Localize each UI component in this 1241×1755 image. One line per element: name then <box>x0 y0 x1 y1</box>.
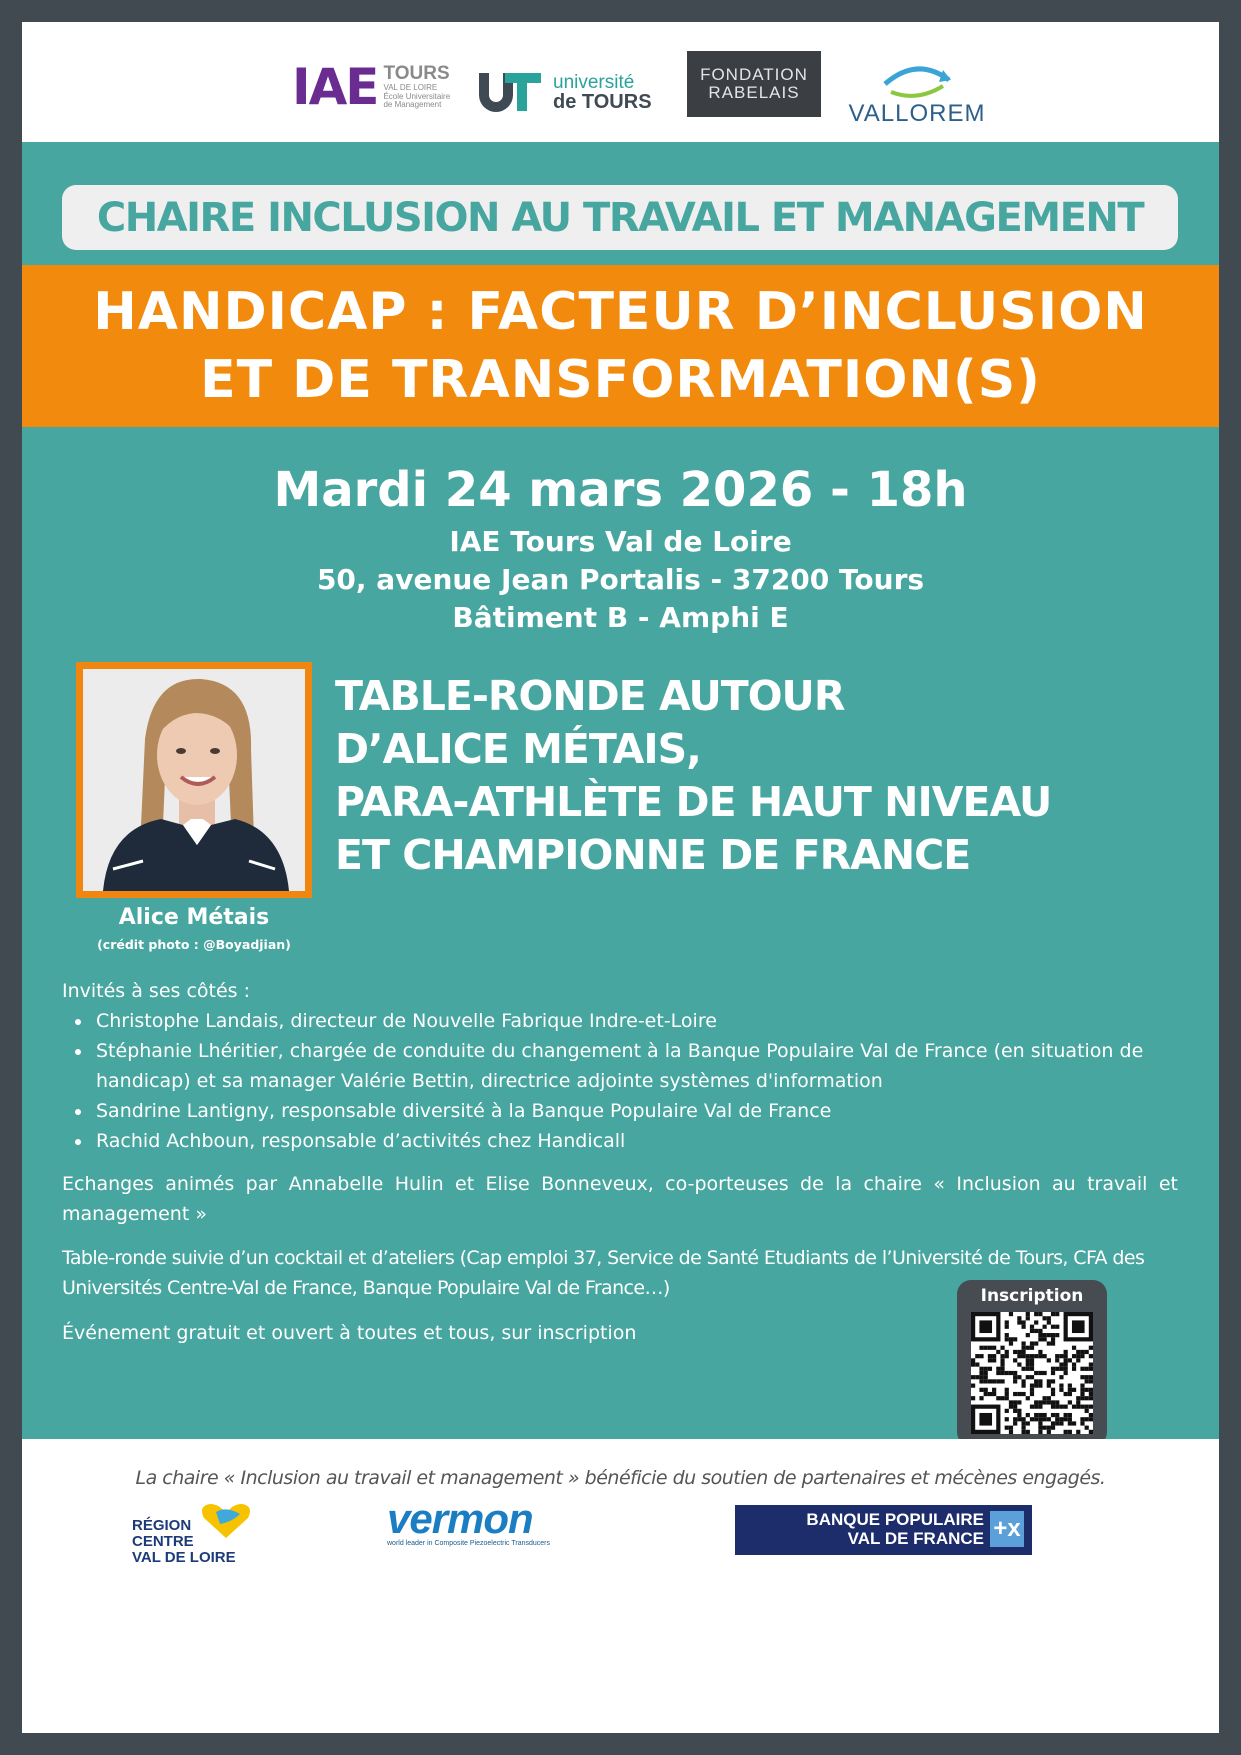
headline-line-1: HANDICAP : FACTEUR D’INCLUSION <box>93 282 1148 342</box>
table-ronde-line-1: TABLE-RONDE AUTOUR <box>335 672 845 720</box>
table-ronde-line-3: PARA-ATHLÈTE DE HAUT NIVEAU <box>335 778 1052 826</box>
vermon-logo <box>387 1495 587 1556</box>
region-logo-line1: RÉGION <box>132 1517 192 1534</box>
vermon-logo-name: vermon <box>387 1495 533 1542</box>
iae-logo-sub1: VAL DE LOIRE <box>383 83 438 93</box>
ut-logo-line2: de TOURS <box>553 90 652 113</box>
event-room: Bâtiment B - Amphi E <box>452 601 789 634</box>
fondation-logo-line1: FONDATION <box>700 65 808 85</box>
vallorem-arrows-icon <box>877 62 957 102</box>
iae-logo-name: TOURS <box>383 63 450 85</box>
table-ronde-line-4: ET CHAMPIONNE DE FRANCE <box>335 831 971 879</box>
qr-code-graphic <box>971 1312 1093 1434</box>
speaker-name: Alice Métais <box>118 905 270 930</box>
event-venue: IAE Tours Val de Loire <box>449 525 792 558</box>
event-address: 50, avenue Jean Portalis - 37200 Tours <box>316 563 925 596</box>
support-statement: La chaire « Inclusion au travail et management » bénéficie du soutien de partenaires et mécènes engagés. <box>135 1467 1106 1489</box>
photo-credit: (crédit photo : @Boyadjian) <box>97 937 291 952</box>
event-date: Mardi 24 mars 2026 - 18h <box>273 462 968 518</box>
chair-title: CHAIRE INCLUSION AU TRAVAIL ET MANAGEMENT <box>96 194 1144 241</box>
universite-tours-logo <box>475 62 652 122</box>
vermon-tagline: world leader in Composite Piezoelectric Transducers <box>387 1540 551 1547</box>
list-item: Rachid Achboun, responsable d’activités chez Handicall <box>96 1126 1178 1156</box>
speaker-photo-frame <box>76 662 312 898</box>
speaker-photo <box>83 669 305 891</box>
echanges-paragraph: Echanges animés par Annabelle Hulin et Elise Bonneveux, co-porteuses de la chaire « Inclusion au travail et management » <box>62 1173 1178 1225</box>
fondation-logo-line2: RABELAIS <box>708 83 800 102</box>
region-centre-logo <box>132 1502 272 1567</box>
region-logo-line2: CENTRE <box>132 1533 194 1550</box>
cocktail-paragraph: Table-ronde suivie d’un cocktail et d’ateliers (Cap emploi 37, Service de Santé Etudiants de l’Université de Tours, CFA des Universités Centre-Val de France, Banque Populaire Val de France…) <box>62 1247 1145 1299</box>
vallorem-logo-name: VALLOREM <box>848 100 986 127</box>
qr-code-icon[interactable] <box>971 1312 1093 1434</box>
region-logo-line3: VAL DE LOIRE <box>132 1549 236 1566</box>
banque-logo-line2: VAL DE FRANCE <box>847 1529 984 1548</box>
chair-title-banner <box>62 185 1178 250</box>
iae-logo-sub2: École Universitaire <box>383 91 451 101</box>
guests-section <box>62 976 1178 1156</box>
banque-plus-icon: +x <box>990 1511 1024 1547</box>
free-event-paragraph: Événement gratuit et ouvert à toutes et tous, sur inscription <box>62 1322 637 1344</box>
flyer-page <box>22 22 1219 1733</box>
iae-logo-sub3: de Management <box>383 100 442 110</box>
banque-populaire-logo <box>735 1505 1032 1555</box>
banque-logo-line1: BANQUE POPULAIRE <box>806 1510 984 1529</box>
list-item: Sandrine Lantigny, responsable diversité à la Banque Populaire Val de France <box>96 1096 1178 1126</box>
inscription-qr-box[interactable] <box>957 1280 1107 1446</box>
iae-logo-mark: IAE <box>292 58 378 116</box>
guests-list <box>62 1006 1178 1156</box>
table-ronde-title <box>335 670 1195 882</box>
list-item: Stéphanie Lhéritier, chargée de conduite du changement à la Banque Populaire Val de France (en situation de handicap) et sa manager Valérie Bettin, directrice adjointe systèmes d'information <box>96 1036 1178 1096</box>
table-ronde-line-2: D’ALICE MÉTAIS, <box>335 725 701 773</box>
vallorem-logo <box>848 48 986 127</box>
headline-line-2: ET DE TRANSFORMATION(S) <box>200 350 1041 410</box>
headline-banner <box>22 265 1219 427</box>
speaker-portrait-illustration <box>83 669 305 891</box>
ut-logo-line1: université <box>553 71 635 93</box>
ut-mark-icon <box>475 69 543 115</box>
guests-intro: Invités à ses côtés : <box>62 980 251 1002</box>
iae-tours-logo <box>292 57 450 117</box>
fondation-rabelais-logo <box>687 51 821 117</box>
inscription-label: Inscription <box>980 1286 1084 1306</box>
list-item: Christophe Landais, directeur de Nouvelle Fabrique Indre-et-Loire <box>96 1006 1178 1036</box>
